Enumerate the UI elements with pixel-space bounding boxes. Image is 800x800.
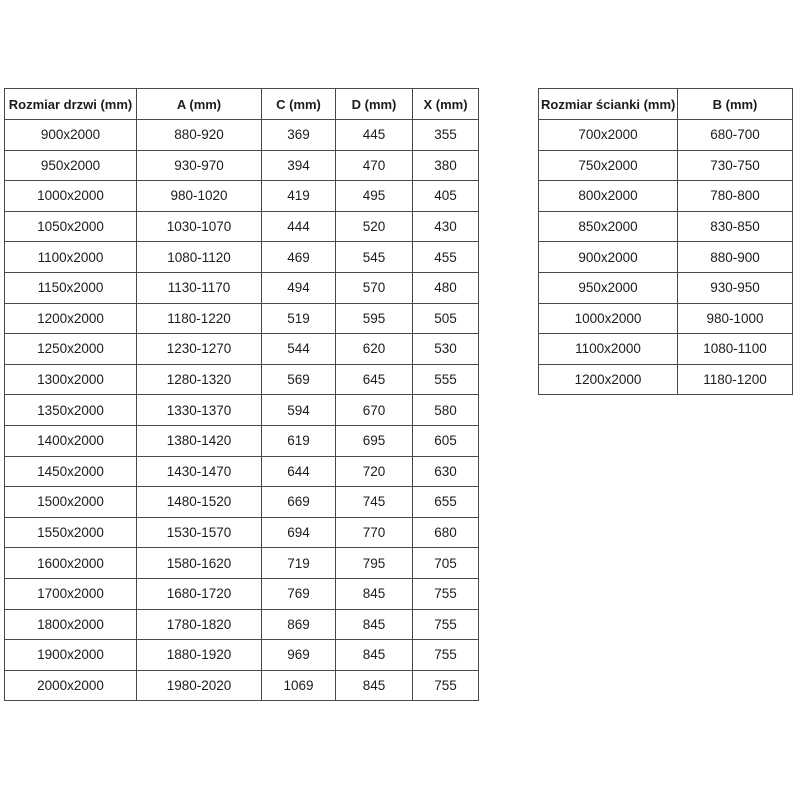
table-row bbox=[5, 609, 479, 640]
table-cell: 655 bbox=[413, 487, 479, 518]
table-cell: 1200x2000 bbox=[5, 303, 137, 334]
table-cell: 594 bbox=[262, 395, 336, 426]
table-cell: 694 bbox=[262, 517, 336, 548]
table-cell: 1100x2000 bbox=[539, 334, 678, 365]
table-cell: 394 bbox=[262, 150, 336, 181]
table-cell: 470 bbox=[336, 150, 413, 181]
header-row bbox=[539, 89, 793, 120]
table-cell: 900x2000 bbox=[539, 242, 678, 273]
table-row bbox=[5, 456, 479, 487]
table-cell: 769 bbox=[262, 578, 336, 609]
table-cell: 1050x2000 bbox=[5, 211, 137, 242]
table-row bbox=[539, 211, 793, 242]
table-cell: 455 bbox=[413, 242, 479, 273]
table-cell: 444 bbox=[262, 211, 336, 242]
column-header: B (mm) bbox=[678, 89, 793, 120]
table-row bbox=[539, 334, 793, 365]
table-cell: 670 bbox=[336, 395, 413, 426]
table-row bbox=[5, 242, 479, 273]
table-cell: 1780-1820 bbox=[137, 609, 262, 640]
table-row bbox=[5, 181, 479, 212]
table-cell: 495 bbox=[336, 181, 413, 212]
table-cell: 845 bbox=[336, 578, 413, 609]
table-cell: 1069 bbox=[262, 670, 336, 701]
table-cell: 1000x2000 bbox=[5, 181, 137, 212]
table-cell: 730-750 bbox=[678, 150, 793, 181]
table-cell: 1400x2000 bbox=[5, 425, 137, 456]
table-cell: 755 bbox=[413, 578, 479, 609]
table-cell: 1800x2000 bbox=[5, 609, 137, 640]
column-header: D (mm) bbox=[336, 89, 413, 120]
table-row bbox=[539, 364, 793, 395]
table-cell: 795 bbox=[336, 548, 413, 579]
table-cell: 850x2000 bbox=[539, 211, 678, 242]
table-cell: 745 bbox=[336, 487, 413, 518]
table-cell: 845 bbox=[336, 609, 413, 640]
table-cell: 1700x2000 bbox=[5, 578, 137, 609]
table-cell: 544 bbox=[262, 334, 336, 365]
table-cell: 1100x2000 bbox=[5, 242, 137, 273]
table-cell: 800x2000 bbox=[539, 181, 678, 212]
table-cell: 900x2000 bbox=[5, 120, 137, 151]
table-cell: 755 bbox=[413, 670, 479, 701]
table-cell: 1330-1370 bbox=[137, 395, 262, 426]
table-cell: 445 bbox=[336, 120, 413, 151]
table-cell: 580 bbox=[413, 395, 479, 426]
table-cell: 1180-1200 bbox=[678, 364, 793, 395]
table-row bbox=[5, 640, 479, 671]
table-row bbox=[539, 181, 793, 212]
table-cell: 630 bbox=[413, 456, 479, 487]
table-cell: 644 bbox=[262, 456, 336, 487]
table-row bbox=[5, 303, 479, 334]
table-cell: 930-970 bbox=[137, 150, 262, 181]
table-cell: 355 bbox=[413, 120, 479, 151]
table-cell: 645 bbox=[336, 364, 413, 395]
column-header: Rozmiar drzwi (mm) bbox=[5, 89, 137, 120]
table-cell: 980-1000 bbox=[678, 303, 793, 334]
table-cell: 1530-1570 bbox=[137, 517, 262, 548]
table-cell: 1480-1520 bbox=[137, 487, 262, 518]
table-cell: 1500x2000 bbox=[5, 487, 137, 518]
table-row bbox=[5, 517, 479, 548]
table-cell: 569 bbox=[262, 364, 336, 395]
table-cell: 705 bbox=[413, 548, 479, 579]
table-cell: 570 bbox=[336, 272, 413, 303]
table-cell: 1130-1170 bbox=[137, 272, 262, 303]
table-row bbox=[5, 364, 479, 395]
table-row bbox=[539, 120, 793, 151]
table-cell: 1900x2000 bbox=[5, 640, 137, 671]
table-cell: 1680-1720 bbox=[137, 578, 262, 609]
table-cell: 1380-1420 bbox=[137, 425, 262, 456]
table-cell: 1000x2000 bbox=[539, 303, 678, 334]
table-row bbox=[539, 150, 793, 181]
table-cell: 469 bbox=[262, 242, 336, 273]
table-row bbox=[5, 211, 479, 242]
table-cell: 669 bbox=[262, 487, 336, 518]
table-cell: 1880-1920 bbox=[137, 640, 262, 671]
table-row bbox=[5, 395, 479, 426]
table-cell: 1450x2000 bbox=[5, 456, 137, 487]
table-cell: 720 bbox=[336, 456, 413, 487]
table-cell: 1200x2000 bbox=[539, 364, 678, 395]
table-row bbox=[5, 150, 479, 181]
table-cell: 680 bbox=[413, 517, 479, 548]
table-cell: 595 bbox=[336, 303, 413, 334]
table-cell: 1230-1270 bbox=[137, 334, 262, 365]
table-cell: 555 bbox=[413, 364, 479, 395]
table-row bbox=[5, 578, 479, 609]
table-cell: 1030-1070 bbox=[137, 211, 262, 242]
table-cell: 719 bbox=[262, 548, 336, 579]
door-size-table bbox=[4, 88, 479, 701]
table-cell: 545 bbox=[336, 242, 413, 273]
table-cell: 770 bbox=[336, 517, 413, 548]
table-cell: 1430-1470 bbox=[137, 456, 262, 487]
table-row bbox=[5, 272, 479, 303]
table-cell: 680-700 bbox=[678, 120, 793, 151]
table-cell: 755 bbox=[413, 609, 479, 640]
table-cell: 780-800 bbox=[678, 181, 793, 212]
column-header: A (mm) bbox=[137, 89, 262, 120]
table-cell: 605 bbox=[413, 425, 479, 456]
table-cell: 969 bbox=[262, 640, 336, 671]
table-cell: 700x2000 bbox=[539, 120, 678, 151]
header-row bbox=[5, 89, 479, 120]
table-cell: 695 bbox=[336, 425, 413, 456]
table-row bbox=[5, 120, 479, 151]
table-cell: 619 bbox=[262, 425, 336, 456]
table-row bbox=[539, 242, 793, 273]
table-row bbox=[539, 272, 793, 303]
table-cell: 380 bbox=[413, 150, 479, 181]
table-cell: 494 bbox=[262, 272, 336, 303]
table-cell: 519 bbox=[262, 303, 336, 334]
table-cell: 755 bbox=[413, 640, 479, 671]
table-cell: 405 bbox=[413, 181, 479, 212]
table-cell: 880-920 bbox=[137, 120, 262, 151]
wall-size-table bbox=[538, 88, 793, 395]
table-cell: 1350x2000 bbox=[5, 395, 137, 426]
table-cell: 950x2000 bbox=[539, 272, 678, 303]
table-row bbox=[539, 303, 793, 334]
table-cell: 880-900 bbox=[678, 242, 793, 273]
column-header: Rozmiar ścianki (mm) bbox=[539, 89, 678, 120]
table-cell: 869 bbox=[262, 609, 336, 640]
table-cell: 430 bbox=[413, 211, 479, 242]
table-row bbox=[5, 425, 479, 456]
table-cell: 520 bbox=[336, 211, 413, 242]
table-cell: 1150x2000 bbox=[5, 272, 137, 303]
table-row bbox=[5, 670, 479, 701]
table-cell: 505 bbox=[413, 303, 479, 334]
table-cell: 620 bbox=[336, 334, 413, 365]
table-cell: 845 bbox=[336, 640, 413, 671]
table-cell: 1980-2020 bbox=[137, 670, 262, 701]
table-row bbox=[5, 334, 479, 365]
table-cell: 1180-1220 bbox=[137, 303, 262, 334]
table-cell: 980-1020 bbox=[137, 181, 262, 212]
table-cell: 1280-1320 bbox=[137, 364, 262, 395]
table-cell: 1600x2000 bbox=[5, 548, 137, 579]
table-row bbox=[5, 548, 479, 579]
table-cell: 1300x2000 bbox=[5, 364, 137, 395]
table-cell: 1550x2000 bbox=[5, 517, 137, 548]
table-cell: 830-850 bbox=[678, 211, 793, 242]
table-cell: 930-950 bbox=[678, 272, 793, 303]
table-cell: 2000x2000 bbox=[5, 670, 137, 701]
table-cell: 950x2000 bbox=[5, 150, 137, 181]
column-header: X (mm) bbox=[413, 89, 479, 120]
table-cell: 369 bbox=[262, 120, 336, 151]
table-cell: 419 bbox=[262, 181, 336, 212]
table-cell: 530 bbox=[413, 334, 479, 365]
table-cell: 1080-1100 bbox=[678, 334, 793, 365]
table-cell: 480 bbox=[413, 272, 479, 303]
column-header: C (mm) bbox=[262, 89, 336, 120]
table-cell: 1580-1620 bbox=[137, 548, 262, 579]
table-cell: 1080-1120 bbox=[137, 242, 262, 273]
table-row bbox=[5, 487, 479, 518]
table-cell: 1250x2000 bbox=[5, 334, 137, 365]
table-cell: 750x2000 bbox=[539, 150, 678, 181]
table-cell: 845 bbox=[336, 670, 413, 701]
